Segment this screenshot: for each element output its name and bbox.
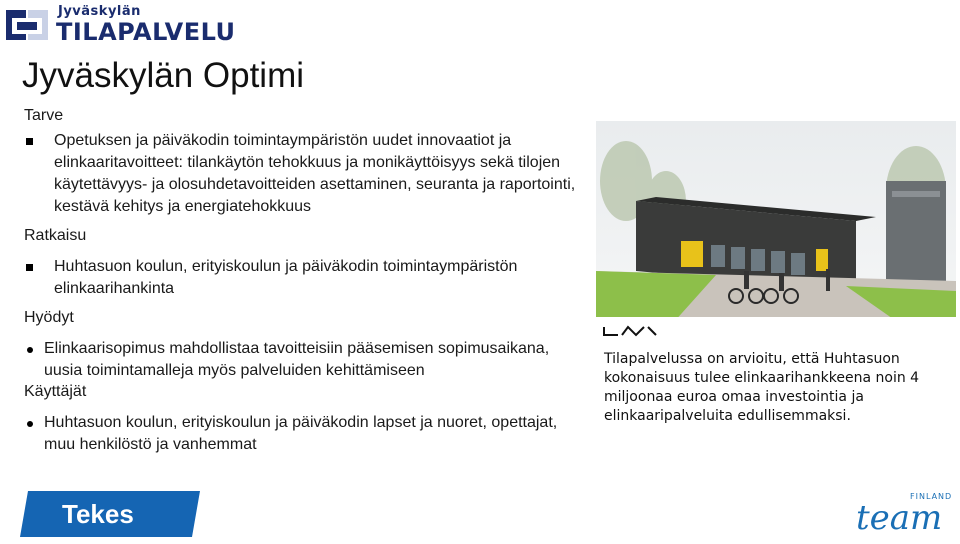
section-heading-kayttajat: Käyttäjät bbox=[24, 383, 87, 400]
bullet-list-tarve bbox=[24, 130, 584, 218]
slide-title: Jyväskylän Optimi bbox=[22, 56, 305, 95]
bullet-list-hyodyt bbox=[24, 338, 584, 382]
tilapalvelu-logo bbox=[6, 4, 266, 46]
bullet-list-kayttajat bbox=[24, 412, 584, 456]
list-item: Opetuksen ja päiväkodin toimintaympäristön uudet innovaatiot ja elinkaaritavoitteet: tilankäytön tehokkuus ja monikäyttöisyys sekä tilojen käytettävyys- ja olosuhdetavoitteiden asettaminen, seuranta ja raportointi, kestävä kehitys ja energiatehokkuus bbox=[24, 130, 584, 218]
list-item: Huhtasuon koulun, erityiskoulun ja päiväkodin toimintaympäristön elinkaarihankinta bbox=[24, 256, 584, 300]
logo-title: TILAPALVELU bbox=[56, 18, 236, 46]
bullet-list-ratkaisu bbox=[24, 256, 584, 300]
list-item: Huhtasuon koulun, erityiskoulun ja päiväkodin lapset ja nuoret, opettajat, muu henkilöstö ja vanhemmat bbox=[24, 412, 584, 456]
logo-subtitle: Jyväskylän bbox=[58, 4, 141, 19]
list-item: Elinkaarisopimus mahdollistaa tavoitteisiin pääsemisen sopimusaikana, uusia toimintamalleja myös palveluiden kehittämiseen bbox=[24, 338, 584, 382]
photo-caption: Tilapalvelussa on arvioitu, että Huhtasuon kokonaisuus tulee elinkaarihankkeena noin 4 miljoonaa euroa omaa investointia ja elinkaaripalveluita edullisemmaksi. bbox=[604, 351, 920, 424]
tekes-label: Tekes bbox=[62, 499, 134, 529]
team-label: team bbox=[856, 498, 943, 538]
section-heading-ratkaisu: Ratkaisu bbox=[24, 227, 87, 244]
section-heading-tarve: Tarve bbox=[24, 107, 64, 124]
building-photo bbox=[596, 121, 956, 342]
logo-mark-icon bbox=[6, 6, 52, 46]
section-heading-hyodyt: Hyödyt bbox=[24, 309, 74, 326]
tekes-logo bbox=[20, 489, 200, 539]
slide-content bbox=[24, 106, 584, 456]
team-finland-logo bbox=[852, 492, 952, 538]
team-finland-sub: FINLAND bbox=[910, 492, 953, 501]
